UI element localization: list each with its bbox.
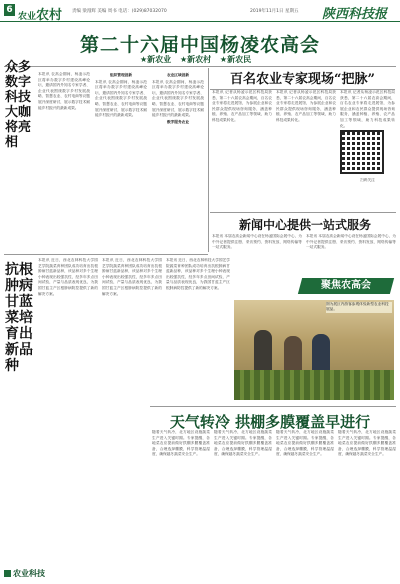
article4-body: 本报讯 近日，西北农林科技大学园艺学院蔬菜育种团队成功培育出抗根肿病甘蓝新品种，该品种对多个生理小种表现出较强抗性，经多年多点田间试验，产量与品质表现优良，为我国甘蓝主产区根肿病防控提供了新的解决方案。 [166, 258, 230, 290]
article1-subhead-3: 数字服务农业 [166, 119, 190, 124]
article4-col2 [102, 258, 162, 408]
article4-body: 本报讯 近日，西北农林科技大学园艺学院蔬菜育种团队成功培育出抗根肿病甘蓝新品种，该品种对多个生理小种表现出较强抗性，经多年多点田间试验，产量与品质表现优良，为我国甘蓝主产区根肿病防控提供了新的解决方案。 [38, 258, 98, 296]
article3-headline: 新闻中心提供一站式服务 [238, 218, 371, 232]
masthead: 陕西科技报 [322, 7, 388, 22]
article1-body: 本报讯 农高会期间，杨凌示范区将举办数字乡村建设高峰论坛，邀请国内外知名专家学者、企业代表围绕数字乡村发展战略、智慧农业、农村电商等议题展开深度研讨，展示数字技术赋能乡村振兴的最新成果。 [95, 79, 147, 118]
footer-label: 农业科技 [13, 569, 45, 578]
column-divider [208, 68, 209, 252]
article5-col3 [276, 430, 334, 562]
article5-body: 随着天气转冷，北方地区设施蔬菜生产进入关键时期。专家提醒，各地菜农应提前做好拱棚多膜覆盖准备，合理选择棚膜，科学管理温湿度，确保越冬蔬菜安全生产。 [152, 430, 210, 457]
article1-side-title: 众多数字科技大咖将亮相 [5, 60, 32, 150]
divider [4, 254, 208, 255]
qr-code-image[interactable] [340, 130, 384, 174]
article5-body: 随着天气转冷，北方地区设施蔬菜生产进入关键时期。专家提醒，各地菜农应提前做好拱棚多膜覆盖准备，合理选择棚膜，科学管理温湿度，确保越冬蔬菜安全生产。 [276, 430, 334, 457]
issue-date: 2019年11月1日 星期五 [250, 9, 299, 14]
article4-body: 本报讯 近日，西北农林科技大学园艺学院蔬菜育种团队成功培育出抗根肿病甘蓝新品种，该品种对多个生理小种表现出较强抗性，经多年多点田间试验，产量与品质表现优良，为我国甘蓝主产区根肿病防控提供了新的解决方案。 [102, 258, 162, 296]
article1-col2 [95, 72, 147, 250]
divider [150, 406, 396, 407]
article1-subhead-1: 组织管理创新 [109, 73, 133, 77]
divider [4, 66, 396, 67]
article3-body: 本报讯 本届农高会新闻中心设在杨凌国际会展中心，为中外记者提供注册、采访预约、资料发放、网络传输等一站式服务。 [306, 234, 396, 250]
page-footer [4, 568, 45, 579]
focus-label-text: 聚焦农高会 [321, 280, 371, 291]
focus-section-label [300, 278, 392, 294]
article2-col1 [212, 90, 272, 212]
page-number: 6 [4, 4, 15, 16]
article1-subhead-2: 农业区域创新 [166, 73, 190, 77]
news-photo [234, 300, 394, 400]
page-header [0, 0, 400, 22]
article2-body: 本报讯 记者从杨凌示范区科技局获悉，第二十六届农高会期间，百名农业专家将走进展馆，为参展企业和农民群众提供现场咨询服务，涵盖种植、养殖、农产品加工等领域，助力科技成果转化。 [212, 90, 272, 122]
footer-square-icon [4, 570, 11, 577]
article5-headline: 天气转冷 拱棚多膜覆盖早进行 [169, 413, 371, 431]
divider [210, 212, 396, 213]
section-big: 农村 [36, 8, 63, 23]
article1-body: 本报讯 农高会期间，杨凌示范区将举办数字乡村建设高峰论坛，邀请国内外知名专家学者、企业代表围绕数字乡村发展战略、智慧农业、农村电商等议题展开深度研讨，展示数字技术赋能乡村振兴的最新成果。 [38, 72, 90, 110]
article1-col1 [38, 72, 90, 250]
article5-col2 [214, 430, 272, 562]
article2-body: 本报讯 记者从杨凌示范区科技局获悉，第二十六届农高会期间，百名农业专家将走进展馆，为参展企业和农民群众提供现场咨询服务，涵盖种植、养殖、农产品加工等领域，助力科技成果转化。 [276, 90, 336, 122]
main-headline: 第二十六届中国杨凌农高会 [79, 34, 320, 56]
article4-col3 [166, 258, 230, 408]
article3-col2 [306, 234, 396, 274]
article4-side-title: 抗根肿病甘蓝菜培育出新品种 [5, 262, 33, 374]
article2-body: 本报讯 记者从杨凌示范区科技局获悉，第二十六届农高会期间，百名农业专家将走进展馆，为参展企业和农民群众提供现场咨询服务，涵盖种植、养殖、农产品加工等领域，助力科技成果转化。 [340, 90, 395, 128]
editor-meta: 责编 梁漫辉 美编 周书 电话：(029)87032070 [72, 9, 167, 14]
article5-body: 随着天气转冷，北方地区设施蔬菜生产进入关键时期。专家提醒，各地菜农应提前做好拱棚多膜覆盖准备，合理选择棚膜，科学管理温湿度，确保越冬蔬菜安全生产。 [338, 430, 396, 457]
article2-col3 [340, 90, 395, 128]
article5-col1 [152, 430, 210, 562]
article3-body: 本报讯 本届农高会新闻中心设在杨凌国际会展中心，为中外记者提供注册、采访预约、资料发放、网络传输等一站式服务。 [212, 234, 302, 250]
article4-col1 [38, 258, 98, 558]
qr-caption: 扫码关注 [360, 178, 375, 182]
section-small: 农业 [18, 12, 37, 22]
article2-col2 [276, 90, 336, 212]
article1-body: 本报讯 农高会期间，杨凌示范区将举办数字乡村建设高峰论坛，邀请国内外知名专家学者、企业代表围绕数字乡村发展战略、智慧农业、农村电商等议题展开深度研讨，展示数字技术赋能乡村振兴的最新成果。 [152, 79, 204, 118]
article2-headline: 百名农业专家现场“把脉” [210, 68, 395, 90]
article1-col3 [152, 72, 204, 250]
article5-body: 随着天气转冷，北方地区设施蔬菜生产进入关键时期。专家提醒，各地菜农应提前做好拱棚多膜覆盖准备，合理选择棚膜，科学管理温湿度，确保越冬蔬菜安全生产。 [214, 430, 272, 457]
photo-caption: 图为展区内游客参观体验新型农业科技展品。 [326, 302, 392, 313]
section-title [18, 4, 62, 23]
article5-col4 [338, 430, 396, 562]
main-subtitle: ★新农业 ★新农村 ★新农民 [140, 55, 252, 64]
